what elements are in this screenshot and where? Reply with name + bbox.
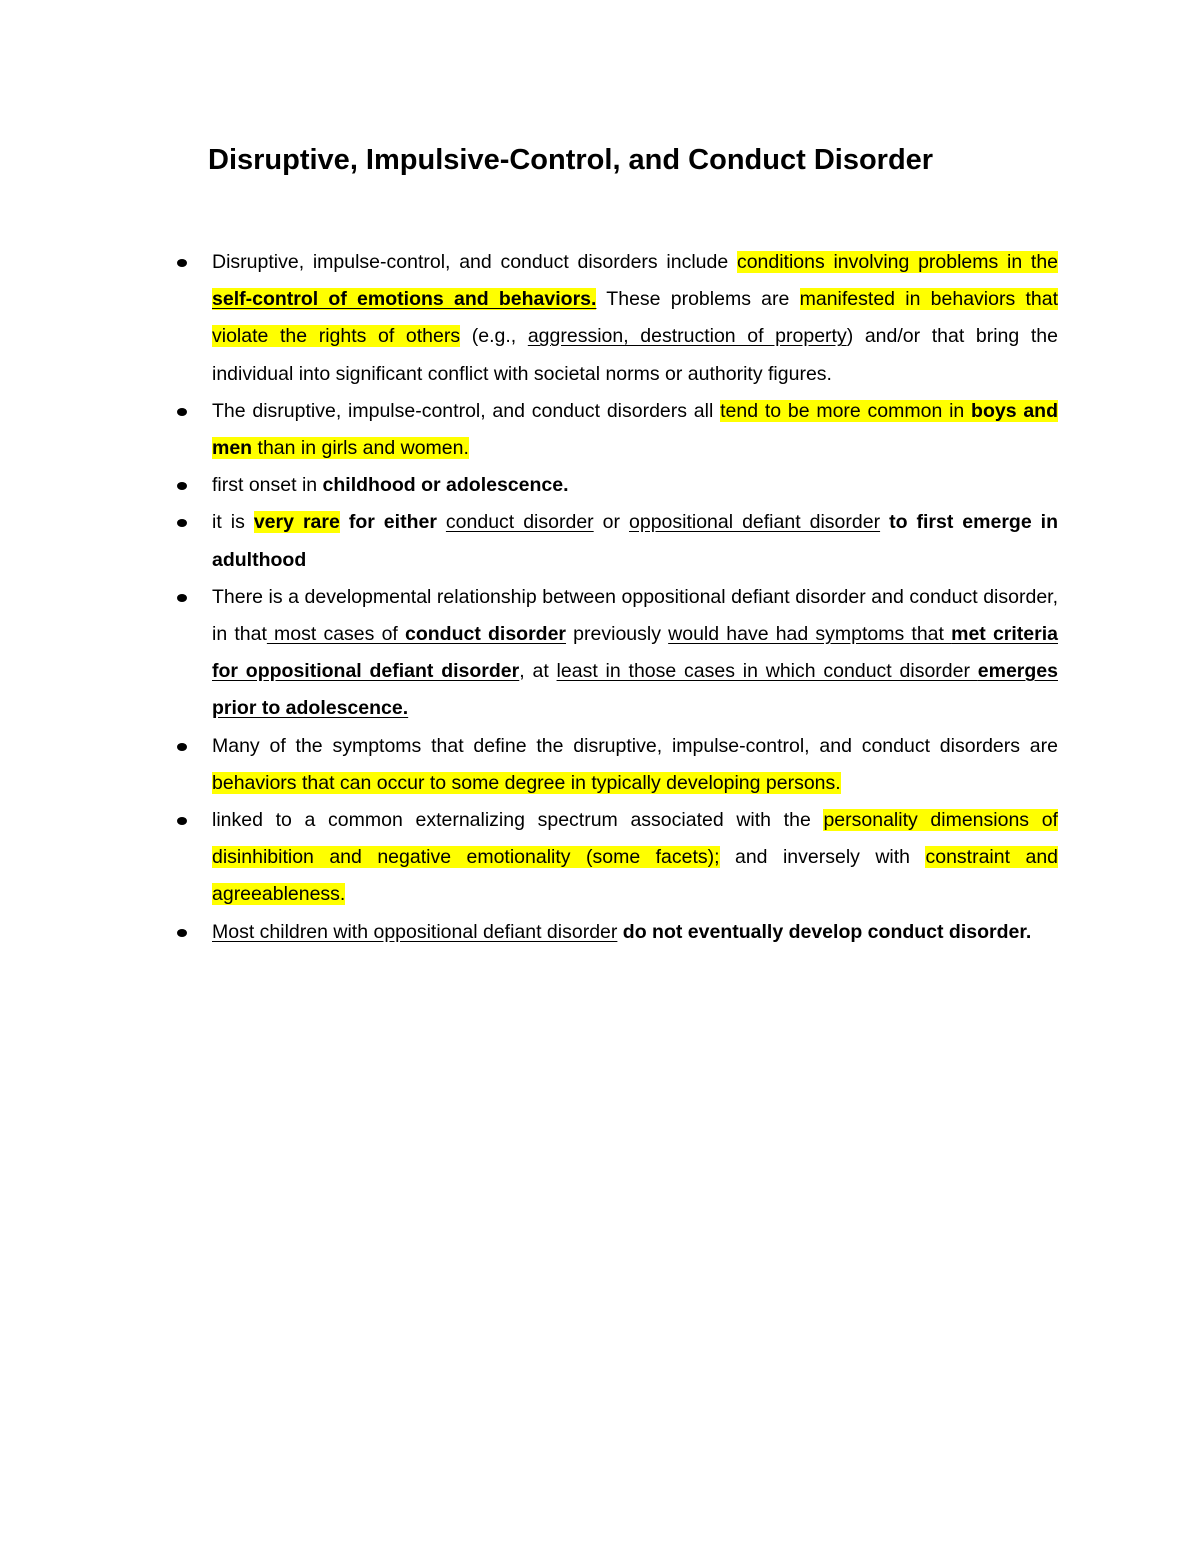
bullet-4-bold-2: to first emerge in adulthood [212, 511, 1058, 571]
bullet-4-underline-1: conduct disorder [445, 511, 594, 534]
bullet-1-text-3: (e.g., [460, 325, 528, 348]
bullet-1-text-1: Disruptive, impulse-control, and conduct disorders include [212, 251, 737, 273]
bullet-5-text-3: , at [519, 660, 557, 683]
bullet-icon [177, 408, 187, 416]
bullet-2-highlight-2: than in girls and women. [252, 437, 469, 460]
bullet-4-text-2 [437, 511, 446, 533]
bullet-5-underline-2: would have had symptoms that [668, 623, 952, 646]
bullet-icon [177, 817, 187, 825]
bullet-5-underline-3: least in those cases in which conduct disorder [556, 660, 978, 683]
bullet-6-text-1: Many of the symptoms that define the disruptive, impulse-control, and conduct disorders are [212, 734, 1058, 757]
bullet-4-text-3: or [593, 511, 629, 534]
bullet-1-highlight-bold: self-control of emotions and behaviors. [212, 288, 597, 311]
bullet-4-text-1: it is [212, 511, 254, 534]
bullet-4-underline-2: oppositional defiant disorder [629, 511, 881, 534]
bullet-4-highlight-bold: very rare [253, 511, 340, 534]
bullet-5-bold-underline-3: emerges prior to adolescence. [212, 660, 1058, 720]
bullet-1-underline: aggression, destruction of property [527, 325, 847, 348]
bullet-7-highlight-2: constraint and agreeableness. [212, 846, 1059, 906]
bullet-5-bold-underline-1: conduct disorder [405, 623, 567, 646]
bullet-1-highlight-1: conditions involving problems in the [736, 251, 1059, 273]
bullet-1-text-2: These problems are [596, 288, 800, 311]
bullet-3-bold: childhood or adolescence. [322, 474, 569, 497]
bullet-7-text-2: and inversely with [719, 846, 926, 869]
bullet-icon [177, 743, 187, 751]
bullet-item-3 [212, 467, 1058, 504]
bullet-2-highlight-1: tend to be more common in [720, 399, 972, 422]
bullet-8-underline: Most children with oppositional defiant disorder [212, 920, 618, 943]
bullet-2-highlight-bold: boys and men [212, 399, 1059, 460]
bullet-item-4 [212, 504, 1058, 578]
bullet-6-highlight: behaviors that can occur to some degree in typically developing persons. [212, 771, 841, 794]
bullet-item-7 [212, 802, 1058, 914]
bullet-icon [177, 929, 187, 937]
bullet-5-text-2: previously [566, 623, 669, 646]
bullet-1-highlight-2: manifested in behaviors that violate the rights of others [212, 288, 1058, 348]
bullet-2-text-1: The disruptive, impulse-control, and conduct disorders all [212, 399, 721, 422]
bullet-icon [177, 519, 187, 527]
bullet-icon [177, 259, 187, 267]
bullet-7-text-1: linked to a common externalizing spectrum associated with the [212, 809, 824, 832]
bullet-7-highlight-1: personality dimensions of disinhibition and negative emotionality (some facets); [212, 809, 1058, 869]
bullet-item-8 [212, 914, 1058, 951]
bullet-8-bold: do not eventually develop conduct disorder. [617, 920, 1032, 943]
bullet-icon [177, 594, 187, 602]
bullet-1-text-4: ) and/or that bring the individual into significant conflict with societal norms or authority figures. [212, 325, 1058, 385]
bullet-icon [177, 482, 187, 490]
bullet-list [212, 244, 1058, 951]
bullet-item-1 [212, 244, 1058, 393]
bullet-5-underline-1: most cases of [266, 623, 405, 646]
bullet-item-5 [212, 579, 1058, 728]
bullet-5-text-1: There is a developmental relationship between oppositional defiant disorder and conduct disorder, in that [212, 585, 1058, 646]
bullet-3-text-1: first onset in [212, 474, 323, 497]
bullet-4-bold-1: for either [339, 511, 437, 534]
bullet-item-2 [212, 393, 1058, 467]
bullet-item-6 [212, 728, 1058, 802]
bullet-5-bold-underline-2: met criteria for oppositional defiant disorder [212, 623, 1058, 683]
document-title: Disruptive, Impulsive-Control, and Conduct Disorder [208, 144, 934, 176]
